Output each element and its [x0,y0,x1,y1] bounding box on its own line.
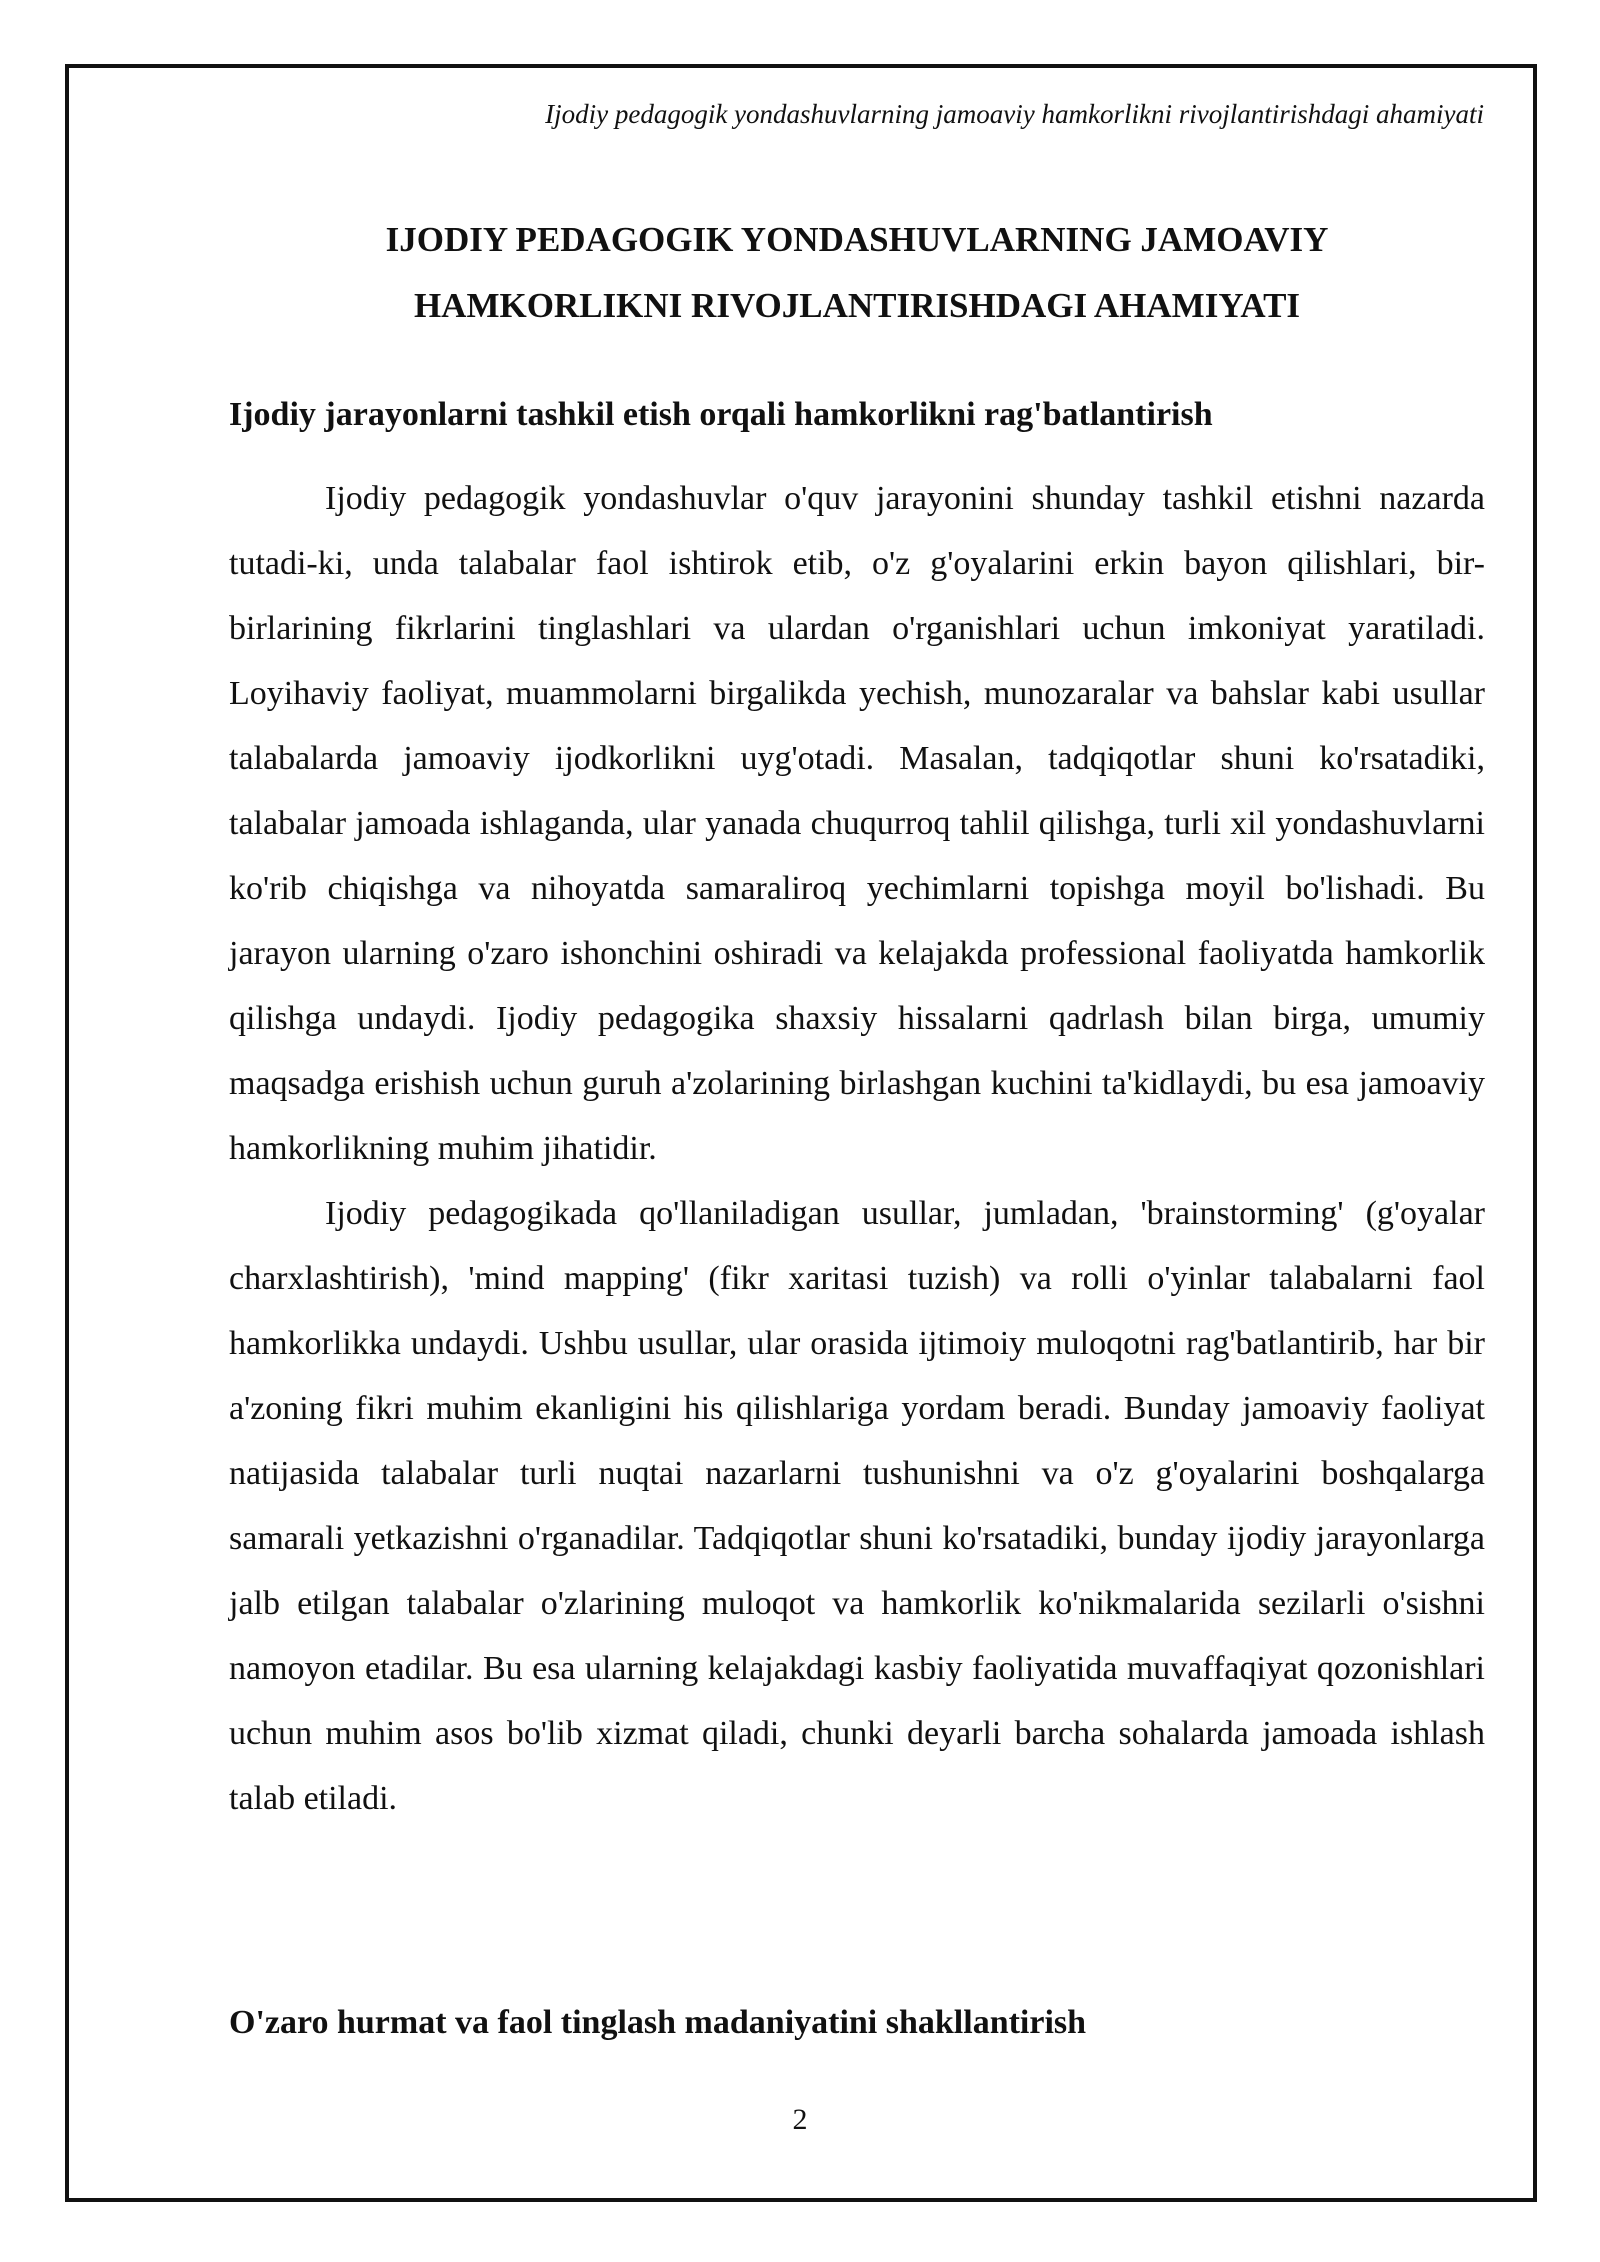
page-number: 2 [792,2103,808,2136]
document-title [229,207,1485,339]
paragraph-1: Ijodiy pedagogik yondashuvlar o'quv jarayonini shunday tashkil etishni nazarda tutadi-ki, unda talabalar faol ishtirok etib, o'z g'oyalarini erkin bayon qilishlari, bir-birlarining fikrlarini tinglashlari va ulardan o'rganishlari uchun imkoniyat yaratiladi. Loyihaviy faoliyat, muammolarni birgalikda yechish, munozaralar va bahslar kabi usullar talabalarda jamoaviy ijodkorlikni uyg'otadi. Masalan, tadqiqotlar shuni ko'rsatadiki, talabalar jamoada ishlaganda, ular yanada chuqurroq tahlil qilishga, turli xil yondashuvlarni ko'rib chiqishga va nihoyatda samaraliroq yechimlarni topishga moyil bo'lishadi. Bu jarayon ularning o'zaro ishonchini oshiradi va kelajakda professional faoliyatda hamkorlik qilishga undaydi. Ijodiy pedagogika shaxsiy hissalarni qadrlash bilan birga, umumiy maqsadga erishish uchun guruh a'zolarining birlashgan kuchini ta'kidlaydi, bu esa jamoaviy hamkorlikning muhim jihatidir. [229,480,1485,1167]
document-title-line-1: IJODIY PEDAGOGIK YONDASHUVLARNING JAMOAVIY [385,220,1329,259]
document-title-line-2: HAMKORLIKNI RIVOJLANTIRISHDAGI AHAMIYATI [413,286,1301,325]
section-heading-1: Ijodiy jarayonlarni tashkil etish orqali hamkorlikni rag'batlantirish [229,396,1213,433]
section-heading-2: O'zaro hurmat va faol tinglash madaniyatini shakllantirish [229,2004,1087,2041]
running-header: Ijodiy pedagogik yondashuvlarning jamoaviy hamkorlikni rivojlantirishdagi ahamiyati [545,99,1484,129]
section-1-body [229,466,1485,1831]
paragraph-2: Ijodiy pedagogikada qo'llaniladigan usullar, jumladan, 'brainstorming' (g'oyalar charxlashtirish), 'mind mapping' (fikr xaritasi tuzish) va rolli o'yinlar talabalarni faol hamkorlikka undaydi. Ushbu usullar, ular orasida ijtimoiy muloqotni rag'batlantirib, har bir a'zoning fikri muhim ekanligini his qilishlariga yordam beradi. Bunday jamoaviy faoliyat natijasida talabalar turli nuqtai nazarlarni tushunishni va o'z g'oyalarini boshqalarga samarali yetkazishni o'rganadilar. Tadqiqotlar shuni ko'rsatadiki, bunday ijodiy jarayonlarga jalb etilgan talabalar o'zlarining muloqot va hamkorlik ko'nikmalarida sezilarli o'sishni namoyon etadilar. Bu esa ularning kelajakdagi kasbiy faoliyatida muvaffaqiyat qozonishlari uchun muhim asos bo'lib xizmat qiladi, chunki deyarli barcha sohalarda jamoada ishlash talab etiladi. [229,1195,1485,1817]
